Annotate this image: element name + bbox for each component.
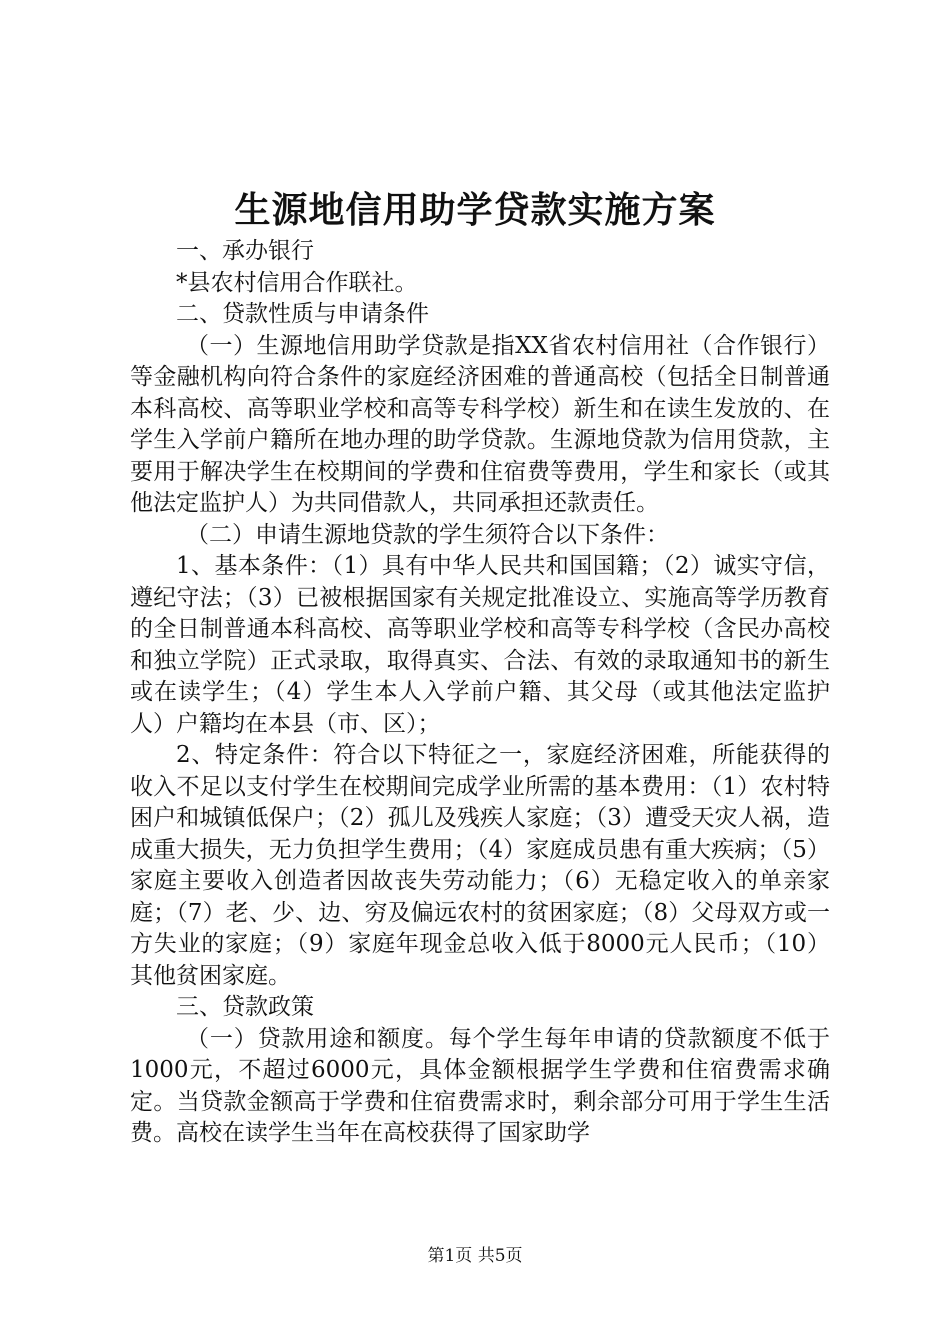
- paragraph-bank-name: *县农村信用合作联社。: [176, 269, 418, 296]
- paragraph-loan-definition: （一）生源地信用助学贷款是指XX省农村信用社（合作银行）等金融机构向符合条件的家庭经济困难的普通高校（包括全日制普通本科高校、高等职业学校和高等专科学校）新生和在读生发放的、在学生入学前户籍所在地办理的助学贷款。生源地贷款为信用贷款，主要用于解决学生在校期间的学费和住宿费等费用，学生和家长（或其他法定监护人）为共同借款人，共同承担还款责任。: [130, 332, 830, 516]
- section-heading-loan-policy: 三、贷款政策: [176, 994, 314, 1020]
- page-number: 第1页 共5页: [427, 1246, 523, 1266]
- section-heading-bank: 一、承办银行: [176, 238, 314, 264]
- paragraph-conditions-intro: （二）申请生源地贷款的学生须符合以下条件：: [186, 521, 669, 548]
- paragraph-loan-amount: （一）贷款用途和额度。每个学生每年申请的贷款额度不低于1000元，不超过6000元，具体金额根据学生学费和住宿费需求确定。当贷款金额高于学费和住宿费需求时，剩余部分可用于学生生活费。高校在读学生当年在高校获得了国家助学: [130, 1025, 830, 1146]
- paragraph-basic-conditions: 1、基本条件：（1）具有中华人民共和国国籍；（2）诚实守信，遵纪守法；（3）已被根据国家有关规定批准设立、实施高等学历教育的全日制普通本科高校、高等职业学校和高等专科学校（含民办高校和独立学院）正式录取，取得真实、合法、有效的录取通知书的新生或在读学生；（4）学生本人入学前户籍、其父母（或其他法定监护人）户籍均在本县（市、区）；: [130, 553, 830, 737]
- paragraph-special-conditions: 2、特定条件：符合以下特征之一，家庭经济困难，所能获得的收入不足以支付学生在校期间完成学业所需的基本费用：（1）农村特困户和城镇低保户；（2）孤儿及残疾人家庭；（3）遭受天灾人祸，造成重大损失，无力负担学生费用；（4）家庭成员患有重大疾病；（5）家庭主要收入创造者因故丧失劳动能力；（6）无稳定收入的单亲家庭；（7）老、少、边、穷及偏远农村的贫困家庭；（8）父母双方或一方失业的家庭；（9）家庭年现金总收入低于8000元人民币；（10）其他贫困家庭。: [130, 742, 830, 989]
- section-heading-loan-nature: 二、贷款性质与申请条件: [176, 301, 429, 327]
- document-title: 生源地信用助学贷款实施方案: [234, 189, 716, 231]
- document-body: [130, 236, 830, 1150]
